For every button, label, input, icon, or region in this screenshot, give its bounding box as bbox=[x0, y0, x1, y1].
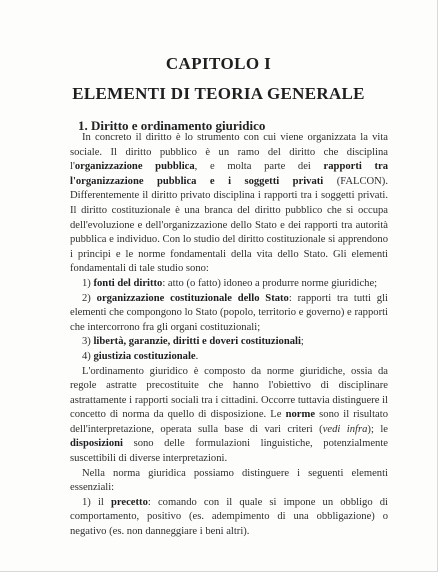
bold-term: fonti del diritto bbox=[93, 277, 163, 289]
text-run: ); le bbox=[367, 423, 388, 435]
text-run: (FALCON). Differentemente il diritto privato disciplina i rapporti tra i soggetti privati. Il diritto costituzionale è una branca del diritto pubblico che si occupa dell'evoluzione e dell'organizzazione dello Stato e dei rapporti tra autorità pubblica e individuo. Con lo studio del diritto costituzionale si apprendono i principi e le norme fondamentali della vita dello Stato. Gli elementi fondamentali di tale studio sono: bbox=[70, 175, 388, 275]
section-number: 1. bbox=[78, 118, 88, 133]
list-item bbox=[70, 277, 388, 292]
item-number: 1) bbox=[82, 277, 91, 289]
chapter-title: ELEMENTI DI TEORIA GENERALE bbox=[72, 84, 365, 103]
section-title: Diritto e ordinamento giuridico bbox=[91, 118, 266, 133]
item-text: : comando con il quale si impone un obbligo di comportamento, positivo (es. adempimento di una obbligazione) o negativo (es. non danneggiare i beni altri). bbox=[70, 496, 389, 538]
text-run: L'ordinamento giuridico è composto da norme giuridiche, ossia da regole astratte precostituite che hanno l'obiettivo di disciplinare astrattamente i rapporti sociali tra i cittadini. Occorre tuttavia distinguere il concetto di norma da quello di disposizione. Le bbox=[70, 365, 388, 421]
chapter-number: CAPITOLO I bbox=[165, 54, 272, 73]
text-run: sono delle formulazioni linguistiche, potenzialmente suscettibili di diverse interpretazioni. bbox=[70, 438, 388, 465]
list-item bbox=[70, 292, 388, 336]
bold-term: organizzazione pubblica bbox=[74, 161, 195, 173]
text-run: In concreto il diritto è lo strumento con cui viene organizzata la vita sociale. Il diritto pubblico è un ramo del diritto che disciplina l' bbox=[70, 132, 388, 173]
body-text bbox=[70, 131, 388, 540]
item-number: 2) bbox=[82, 292, 91, 304]
bold-term: rapporti tra l'organizzazione pubblica e i soggetti privati bbox=[70, 161, 388, 187]
item-text: : atto (o fatto) idoneo a produrre norme giuridiche; bbox=[162, 277, 378, 289]
bold-term: organizzazione costituzionale dello Stato bbox=[96, 292, 289, 304]
bold-term: disposizioni bbox=[70, 438, 123, 450]
text-run: sono il risultato dell'interpretazione, operata sulla base di vari criteri ( bbox=[70, 409, 388, 435]
list-item bbox=[70, 335, 388, 350]
bold-term: libertà, garanzie, diritti e doveri costituzionali bbox=[93, 336, 301, 348]
bold-term: norme bbox=[285, 409, 316, 421]
item-text: : rapporti tra tutti gli elementi che compongono lo Stato (popolo, territorio e governo) e rapporti che intercorrono fra gli organi costituzionali; bbox=[70, 292, 388, 333]
paragraph-norms bbox=[70, 365, 388, 467]
item-text: ; bbox=[300, 336, 304, 348]
paragraph-intro bbox=[70, 131, 388, 277]
item-number: 4) bbox=[82, 350, 91, 362]
paragraph-elements: Nella norma giuridica possiamo distinguere i seguenti elementi essenziali: bbox=[70, 467, 388, 494]
bold-term: giustizia costituzionale bbox=[93, 350, 196, 362]
item-number: 1) bbox=[82, 496, 91, 508]
list-item bbox=[70, 350, 388, 365]
item-text: il bbox=[97, 496, 111, 508]
list-item bbox=[70, 496, 388, 540]
item-text: . bbox=[195, 350, 199, 362]
item-number: 3) bbox=[82, 336, 91, 348]
italic-term: vedi infra bbox=[322, 423, 368, 435]
bold-term: precetto bbox=[111, 496, 148, 508]
text-run: , e molta parte dei bbox=[194, 161, 324, 173]
